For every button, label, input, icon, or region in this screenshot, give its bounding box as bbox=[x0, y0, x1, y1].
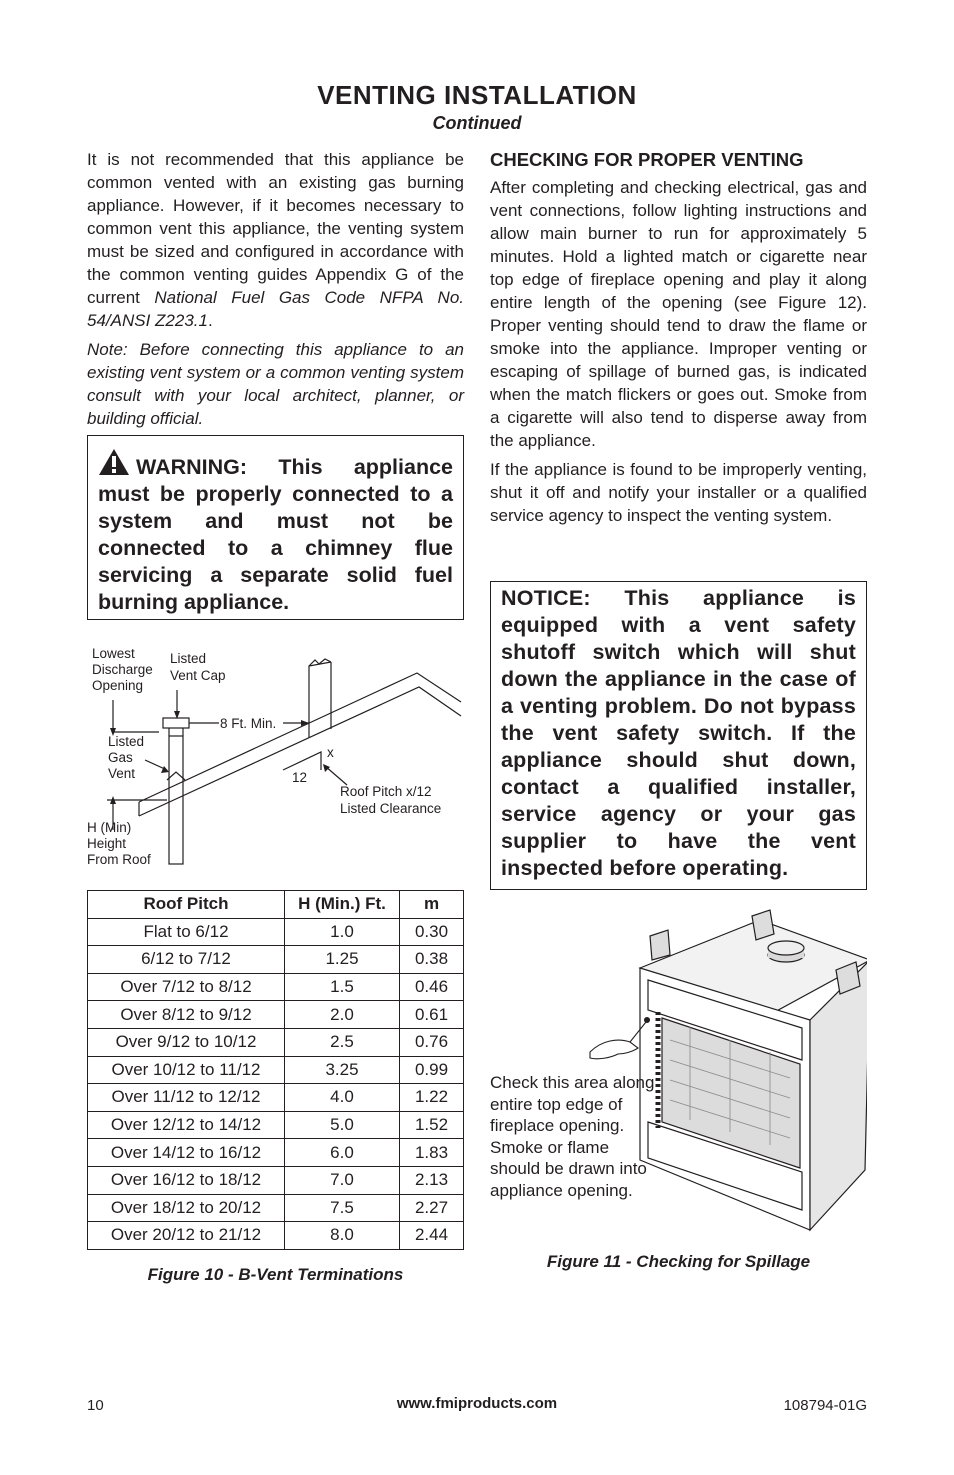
cell-height-ft: 4.0 bbox=[285, 1084, 400, 1112]
cell-roof-pitch: Over 7/12 to 8/12 bbox=[88, 973, 285, 1001]
cell-meters: 0.30 bbox=[400, 918, 464, 946]
label-from-roof: From Roof bbox=[87, 852, 151, 867]
table-row bbox=[88, 1111, 464, 1139]
cell-meters: 0.46 bbox=[400, 973, 464, 1001]
cell-roof-pitch: Over 10/12 to 11/12 bbox=[88, 1056, 285, 1084]
cell-meters: 1.83 bbox=[400, 1139, 464, 1167]
vent-pipe bbox=[169, 736, 183, 864]
cell-height-ft: 1.0 bbox=[285, 918, 400, 946]
header-roof-pitch: Roof Pitch bbox=[88, 891, 285, 919]
cell-meters: 1.52 bbox=[400, 1111, 464, 1139]
right-column bbox=[490, 148, 867, 527]
pitch-leader bbox=[325, 766, 347, 785]
flue-collar-top bbox=[768, 941, 804, 955]
notice-text: NOTICE: This appliance is equipped with a vent safety shutoff switch which will shut down the appliance in the case of a venting problem. Do not bypass the vent safety switch. If the appliance should shut down, contact a qualified installer, service agency or your gas supplier to have the vent inspected before operating. bbox=[501, 586, 856, 880]
label-min-distance: 8 Ft. Min. bbox=[220, 716, 277, 731]
standoff bbox=[752, 910, 774, 940]
table-row bbox=[88, 1139, 464, 1167]
label-listed-cap: Listed bbox=[170, 651, 207, 666]
cell-roof-pitch: 6/12 to 7/12 bbox=[88, 946, 285, 974]
section-heading: CHECKING FOR PROPER VENTING bbox=[490, 149, 804, 170]
header-meters: m bbox=[400, 891, 464, 919]
warning-paragraph bbox=[98, 448, 453, 616]
label-h-min: H (Min) bbox=[87, 820, 132, 835]
table-row bbox=[88, 946, 464, 974]
label-rise: x bbox=[327, 745, 334, 760]
cell-meters: 2.44 bbox=[400, 1222, 464, 1250]
checking-paragraph: After completing and checking electrical, gas and vent connections, follow lighting instructions and allow main burner to run for approximately 5 minutes. Hold a lighted match or cigarette near top edge of fireplace opening and play it along entire length of the opening (see Figure 12). Proper venting should tend to draw the flame or smoke into the appliance. Improper venting or escaping of spillage of burned gas, is indicated when the match flickers or goes out. Smoke from a cigarette will also tend to disperse away from the appliance. bbox=[490, 178, 867, 450]
pitch-triangle bbox=[283, 752, 321, 770]
cell-roof-pitch: Flat to 6/12 bbox=[88, 918, 285, 946]
table-row bbox=[88, 1222, 464, 1250]
warning-box bbox=[87, 435, 464, 620]
table-row bbox=[88, 1166, 464, 1194]
label-run: 12 bbox=[292, 770, 308, 785]
table-row bbox=[88, 1194, 464, 1222]
improper-venting-paragraph: If the appliance is found to be improperly venting, shut it off and notify your installer or a qualified service agency to inspect the venting system. bbox=[490, 460, 867, 525]
page-subtitle: Continued bbox=[432, 113, 522, 133]
cell-height-ft: 8.0 bbox=[285, 1222, 400, 1250]
cell-height-ft: 2.0 bbox=[285, 1001, 400, 1029]
figure-10-caption: Figure 10 - B-Vent Terminations bbox=[147, 1265, 404, 1284]
table-row bbox=[88, 1056, 464, 1084]
warning-triangle-icon bbox=[98, 448, 130, 476]
label-lowest: Lowest bbox=[92, 646, 135, 661]
storm-collar bbox=[167, 772, 185, 780]
left-column bbox=[87, 148, 464, 430]
table-row bbox=[88, 1028, 464, 1056]
cell-meters: 1.22 bbox=[400, 1084, 464, 1112]
code-reference: National Fuel Gas Code NFPA No. 54/ANSI Z223.1 bbox=[87, 288, 464, 330]
cell-meters: 0.76 bbox=[400, 1028, 464, 1056]
label-listed-clearance: Listed Clearance bbox=[340, 801, 442, 816]
cell-roof-pitch: Over 18/12 to 20/12 bbox=[88, 1194, 285, 1222]
label-height: Height bbox=[87, 836, 127, 851]
table-header-row bbox=[88, 891, 464, 919]
label-gas: Gas bbox=[108, 750, 133, 765]
common-vent-text: It is not recommended that this appliance be common vented with an existing gas burning appliance. However, if it becomes necessary to common vent this appliance, the venting system must be sized and configured in accordance with the common venting guides Appendix G of the current bbox=[87, 150, 464, 307]
cell-roof-pitch: Over 11/12 to 12/12 bbox=[88, 1084, 285, 1112]
label-roof-pitch: Roof Pitch x/12 bbox=[340, 784, 432, 799]
label-opening: Opening bbox=[92, 678, 144, 693]
vent-cap bbox=[163, 718, 189, 728]
common-vent-paragraph bbox=[87, 148, 464, 332]
cell-height-ft: 6.0 bbox=[285, 1139, 400, 1167]
cell-roof-pitch: Over 8/12 to 9/12 bbox=[88, 1001, 285, 1029]
table-row bbox=[88, 1001, 464, 1029]
cell-roof-pitch: Over 9/12 to 10/12 bbox=[88, 1028, 285, 1056]
fireplace-side bbox=[810, 960, 867, 1230]
document-number: 108794-01G bbox=[783, 1397, 867, 1414]
b-vent-termination-diagram bbox=[87, 640, 464, 872]
cell-height-ft: 3.25 bbox=[285, 1056, 400, 1084]
period: . bbox=[207, 311, 213, 330]
label-discharge: Discharge bbox=[92, 662, 153, 677]
figure-11-caption: Figure 11 - Checking for Spillage bbox=[546, 1252, 811, 1271]
cell-roof-pitch: Over 20/12 to 21/12 bbox=[88, 1222, 285, 1250]
label-vent-cap: Vent Cap bbox=[170, 668, 226, 683]
cell-height-ft: 7.0 bbox=[285, 1166, 400, 1194]
cell-meters: 0.99 bbox=[400, 1056, 464, 1084]
cell-meters: 0.61 bbox=[400, 1001, 464, 1029]
arrow-head bbox=[161, 766, 169, 773]
page-title: VENTING INSTALLATION bbox=[317, 80, 637, 110]
cell-meters: 0.38 bbox=[400, 946, 464, 974]
cell-height-ft: 5.0 bbox=[285, 1111, 400, 1139]
website-url: www.fmiproducts.com bbox=[396, 1395, 558, 1412]
cell-height-ft: 2.5 bbox=[285, 1028, 400, 1056]
cell-meters: 2.13 bbox=[400, 1166, 464, 1194]
notice-box bbox=[490, 581, 867, 890]
table-row bbox=[88, 918, 464, 946]
note-paragraph: Note: Before connecting this appliance to an existing vent system or a common venting system consult with your local architect, planner, or building official. bbox=[87, 340, 464, 428]
table-body bbox=[88, 918, 464, 1249]
roof-pitch-table bbox=[87, 890, 464, 1250]
table-row bbox=[88, 973, 464, 1001]
arrow-head bbox=[323, 764, 330, 772]
cell-roof-pitch: Over 12/12 to 14/12 bbox=[88, 1111, 285, 1139]
cell-meters: 2.27 bbox=[400, 1194, 464, 1222]
label-vent: Vent bbox=[108, 766, 136, 781]
cell-height-ft: 1.25 bbox=[285, 946, 400, 974]
cell-roof-pitch: Over 16/12 to 18/12 bbox=[88, 1166, 285, 1194]
chimney-left bbox=[309, 662, 331, 738]
table-row bbox=[88, 1084, 464, 1112]
header-height-ft: H (Min.) Ft. bbox=[285, 891, 400, 919]
label-listed-vent: Listed bbox=[108, 734, 145, 749]
spillage-note: Check this area along entire top edge of fireplace opening. Smoke or flame should be drawn into appliance opening. bbox=[490, 1073, 655, 1200]
cell-height-ft: 7.5 bbox=[285, 1194, 400, 1222]
cell-roof-pitch: Over 14/12 to 16/12 bbox=[88, 1139, 285, 1167]
cell-height-ft: 1.5 bbox=[285, 973, 400, 1001]
standoff bbox=[650, 930, 670, 960]
warning-text: WARNING: This appliance must be properly connected to a system and must not be connected to a chimney flue servicing a separate solid fuel burning appliance. bbox=[98, 455, 453, 614]
page-number: 10 bbox=[87, 1397, 104, 1414]
